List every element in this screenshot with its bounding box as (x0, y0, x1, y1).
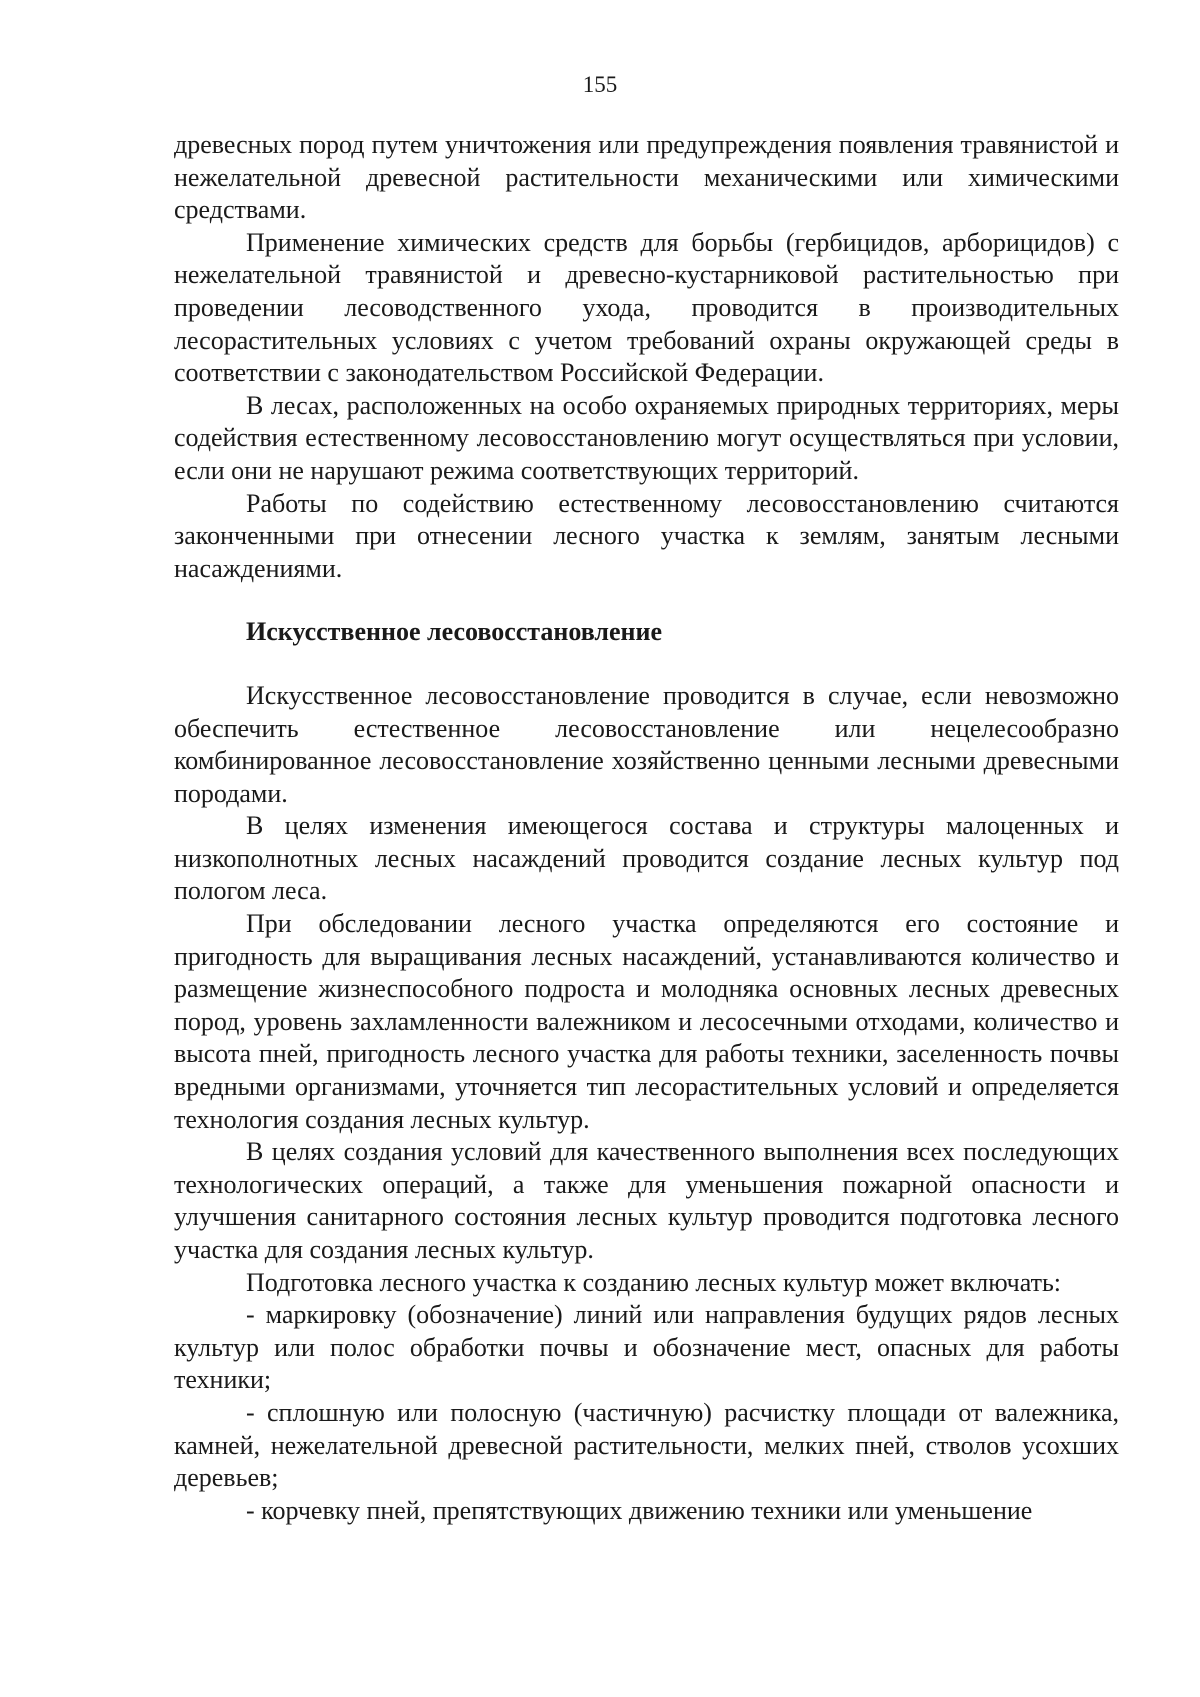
list-item: - сплошную или полосную (частичную) расчистку площади от валежника, камней, нежелательной древесной растительности, мелких пней, стволов усохших деревьев; (174, 1397, 1119, 1493)
paragraph: Применение химических средств для борьбы (гербицидов, арборицидов) с нежелательной травянистой и древесно-кустарниковой растительностью при проведении лесоводственного ухода, проводится в производительных лесорастительных условиях с учетом требований охраны окружающей среды в соответствии с законодательством Российской Федерации. (174, 227, 1119, 388)
paragraph-continuation: древесных пород путем уничтожения или предупреждения появления травянистой и нежелательной древесной растительности механическими или химическими средствами. (174, 130, 1119, 225)
paragraph: Работы по содействию естественному лесовосстановлению считаются законченными при отнесении лесного участка к землям, занятым лесными насаждениями. (174, 488, 1119, 583)
document-body (174, 129, 1119, 1527)
paragraph: При обследовании лесного участка определяются его состояние и пригодность для выращивания лесных насаждений, устанавливаются количество и размещение жизнеспособного подроста и молодняка основных лесных древесных пород, уровень захламленности валежником и лесосечными отходами, количество и высота пней, пригодность лесного участка для работы техники, заселенность почвы вредными организмами, уточняется тип лесорастительных условий и определяется технология создания лесных культур. (174, 909, 1119, 1134)
paragraph: В целях создания условий для качественного выполнения всех последующих технологических операций, а также для уменьшения пожарной опасности и улучшения санитарного состояния лесных культур проводится подготовка лесного участка для создания лесных культур. (174, 1137, 1119, 1264)
paragraph: В лесах, расположенных на особо охраняемых природных территориях, меры содействия естественному лесовосстановлению могут осуществляться при условии, если они не нарушают режима соответствующих территорий. (174, 390, 1119, 485)
page-number: 155 (582, 72, 618, 97)
section-heading: Искусственное лесовосстановление (246, 617, 663, 647)
list-item: - маркировку (обозначение) линий или направления будущих рядов лесных культур или полос обработки почвы и обозначение мест, опасных для работы техники; (174, 1300, 1119, 1395)
paragraph: Подготовка лесного участка к созданию лесных культур может включать: (246, 1267, 1062, 1297)
list-item: - корчевку пней, препятствующих движению техники или уменьшение (246, 1495, 1033, 1525)
paragraph: В целях изменения имеющегося состава и структуры малоценных и низкополнотных лесных насаждений проводится создание лесных культур под пологом леса. (174, 811, 1119, 906)
paragraph: Искусственное лесовосстановление проводится в случае, если невозможно обеспечить естественное лесовосстановление или нецелесообразно комбинированное лесовосстановление хозяйственно ценными лесными древесными породами. (174, 680, 1119, 808)
